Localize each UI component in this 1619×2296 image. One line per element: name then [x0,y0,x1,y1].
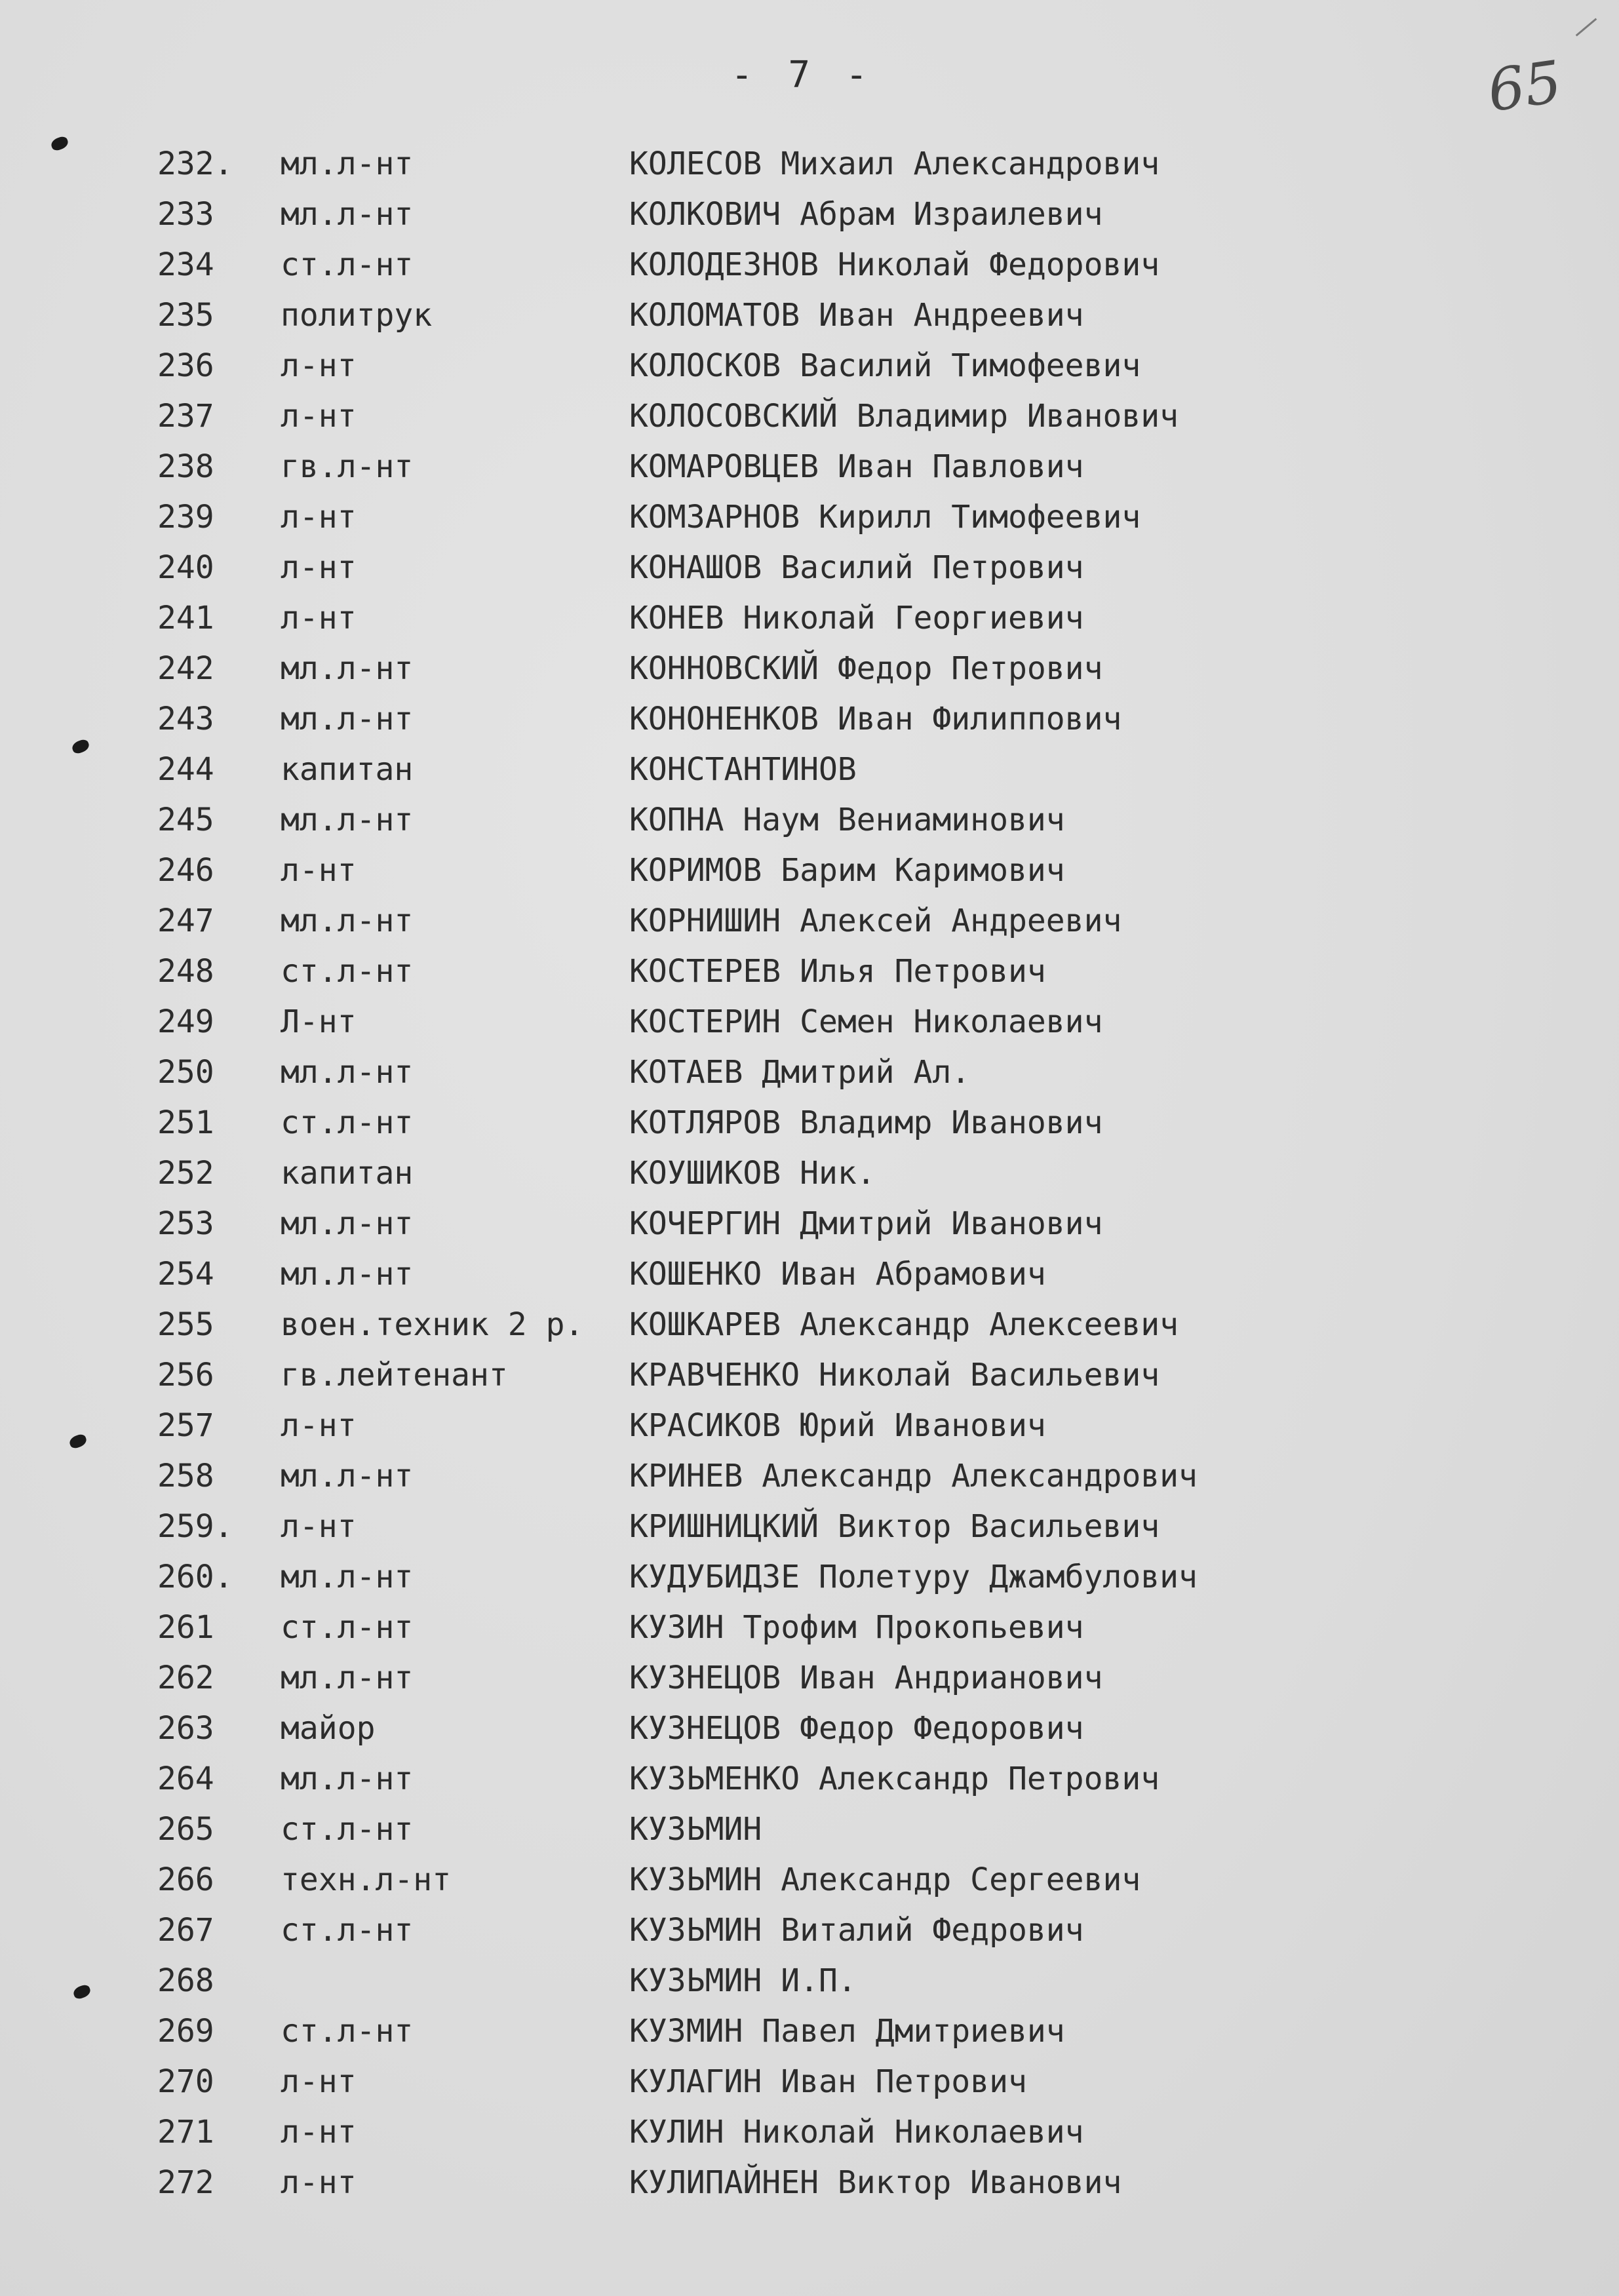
list-item [0,1653,1619,1703]
entry-rank: ст.л-нт [281,953,414,990]
list-item [0,946,1619,997]
list-item [0,139,1619,189]
entry-number: 249 [157,1003,214,1040]
entry-rank: мл.л-нт [281,1205,414,1242]
list-item [0,189,1619,240]
entry-name: КУЗИН Трофим Прокопьевич [629,1609,1084,1646]
entry-name: КОРИМОВ Барим Каримович [629,852,1065,889]
entry-number: 269 [157,2013,214,2050]
entry-rank: мл.л-нт [281,1054,414,1091]
entry-name: КОНСТАНТИНОВ [629,751,857,788]
entry-rank: гв.л-нт [281,448,414,485]
entry-name: КРАВЧЕНКО Николай Васильевич [629,1357,1160,1393]
entry-number: 266 [157,1861,214,1898]
list-item [0,2006,1619,2057]
entry-number: 238 [157,448,214,485]
entry-rank: мл.л-нт [281,701,414,737]
entry-number: 253 [157,1205,214,1242]
entry-rank: л-нт [281,499,357,535]
list-item [0,1249,1619,1300]
list-item [0,1905,1619,1956]
entry-rank: мл.л-нт [281,1458,414,1494]
entry-number: 248 [157,953,214,990]
entry-number: 256 [157,1357,214,1393]
entry-rank: л-нт [281,2164,357,2201]
entry-name: КОЛОДЕЗНОВ Николай Федорович [629,246,1160,283]
list-item [0,896,1619,946]
entry-rank: л-нт [281,2114,357,2150]
list-item [0,997,1619,1047]
list-item [0,1956,1619,2006]
entry-name: КОМАРОВЦЕВ Иван Павлович [629,448,1084,485]
entry-rank: техн.л-нт [281,1861,452,1898]
entry-number: 260. [157,1559,233,1595]
list-item [0,1148,1619,1199]
entry-rank: л-нт [281,549,357,586]
entry-name: КОЛОСОВСКИЙ Владимир Иванович [629,398,1179,435]
entry-rank: мл.л-нт [281,903,414,939]
entry-number: 241 [157,600,214,636]
entry-rank: гв.лейтенант [281,1357,508,1393]
entry-name: КОСТЕРИН Семен Николаевич [629,1003,1103,1040]
list-item [0,290,1619,341]
list-item [0,644,1619,694]
entry-number: 270 [157,2063,214,2100]
list-item [0,846,1619,896]
entry-number: 246 [157,852,214,889]
personnel-list [0,139,1619,2208]
entry-name: КУЗЬМИН Александр Сергеевич [629,1861,1141,1898]
entry-rank: мл.л-нт [281,1256,414,1293]
list-item [0,1603,1619,1653]
entry-number: 250 [157,1054,214,1091]
entry-rank: л-нт [281,1407,357,1444]
page-number: - 7 - [731,54,874,96]
entry-rank: мл.л-нт [281,146,414,182]
entry-name: КРИНЕВ Александр Александрович [629,1458,1198,1494]
entry-name: КОЛОСКОВ Василий Тимофеевич [629,347,1141,384]
entry-name: КОТЛЯРОВ Владимр Иванович [629,1104,1103,1141]
entry-name: КОШЕНКО Иван Абрамович [629,1256,1046,1293]
list-item [0,1098,1619,1148]
entry-rank: л-нт [281,1508,357,1545]
list-item [0,2158,1619,2208]
entry-rank: ст.л-нт [281,1912,414,1949]
list-item [0,1703,1619,1754]
entry-number: 237 [157,398,214,435]
entry-number: 261 [157,1609,214,1646]
list-item [0,2057,1619,2107]
entry-name: КОНЕВ Николай Георгиевич [629,600,1084,636]
entry-name: КУЗМИН Павел Дмитриевич [629,2013,1065,2050]
entry-number: 267 [157,1912,214,1949]
entry-number: 264 [157,1761,214,1797]
entry-rank: ст.л-нт [281,1104,414,1141]
entry-name: КОЧЕРГИН Дмитрий Иванович [629,1205,1103,1242]
entry-rank: л-нт [281,600,357,636]
entry-number: 235 [157,297,214,334]
entry-number: 247 [157,903,214,939]
list-item [0,1502,1619,1552]
list-item [0,1855,1619,1905]
entry-name: КОУШИКОВ Ник. [629,1155,876,1192]
list-item [0,1300,1619,1350]
entry-name: КОЛКОВИЧ Абрам Израилевич [629,196,1103,233]
entry-name: КУЗНЕЦОВ Иван Андрианович [629,1660,1103,1696]
entry-name: КУДУБИДЗЕ Полетуру Джамбулович [629,1559,1198,1595]
list-item [0,442,1619,492]
list-item [0,795,1619,846]
entry-rank: Л-нт [281,1003,357,1040]
entry-number: 245 [157,802,214,838]
entry-name: КОНОНЕНКОВ Иван Филиппович [629,701,1122,737]
entry-number: 257 [157,1407,214,1444]
list-item [0,543,1619,593]
list-item [0,492,1619,543]
entry-rank: политрук [281,297,433,334]
entry-number: 252 [157,1155,214,1192]
entry-number: 263 [157,1710,214,1747]
entry-rank: мл.л-нт [281,802,414,838]
entry-name: КРАСИКОВ Юрий Иванович [629,1407,1046,1444]
pencil-stroke [1576,18,1597,36]
list-item [0,694,1619,745]
entry-number: 240 [157,549,214,586]
entry-rank: капитан [281,751,414,788]
archive-handwritten-mark: 65 [1483,47,1566,125]
entry-number: 244 [157,751,214,788]
list-item [0,1350,1619,1401]
entry-rank: воен.техник 2 р. [281,1306,584,1343]
entry-name: КОРНИШИН Алексей Андреевич [629,903,1122,939]
entry-name: КОСТЕРЕВ Илья Петрович [629,953,1046,990]
list-item [0,593,1619,644]
entry-name: КУЗЬМИН И.П. [629,1962,857,1999]
entry-name: КУЗНЕЦОВ Федор Федорович [629,1710,1084,1747]
entry-rank: капитан [281,1155,414,1192]
list-item [0,240,1619,290]
entry-name: КУЗЬМЕНКО Александр Петрович [629,1761,1160,1797]
entry-name: КОТАЕВ Дмитрий Ал. [629,1054,971,1091]
entry-number: 259. [157,1508,233,1545]
entry-number: 271 [157,2114,214,2150]
list-item [0,1451,1619,1502]
entry-rank: ст.л-нт [281,2013,414,2050]
entry-name: КОЛЕСОВ Михаил Александрович [629,146,1160,182]
entry-number: 234 [157,246,214,283]
entry-rank: майор [281,1710,376,1747]
entry-name: КУЗЬМИН [629,1811,762,1848]
list-item [0,341,1619,391]
list-item [0,2107,1619,2158]
entry-name: КОШКАРЕВ Александр Алексеевич [629,1306,1179,1343]
entry-name: КУЗЬМИН Виталий Федрович [629,1912,1084,1949]
entry-rank: мл.л-нт [281,1559,414,1595]
list-item [0,1804,1619,1855]
entry-number: 268 [157,1962,214,1999]
entry-number: 251 [157,1104,214,1141]
entry-name: КРИШНИЦКИЙ Виктор Васильевич [629,1508,1160,1545]
entry-rank: л-нт [281,2063,357,2100]
entry-rank: ст.л-нт [281,1609,414,1646]
entry-number: 232. [157,146,233,182]
list-item [0,1199,1619,1249]
list-item [0,1047,1619,1098]
entry-number: 272 [157,2164,214,2201]
list-item [0,391,1619,442]
entry-rank: мл.л-нт [281,1660,414,1696]
entry-name: КОПНА Наум Вениаминович [629,802,1065,838]
list-item [0,745,1619,795]
entry-rank: л-нт [281,852,357,889]
entry-name: КОННОВСКИЙ Федор Петрович [629,650,1103,687]
list-item [0,1401,1619,1451]
entry-number: 258 [157,1458,214,1494]
entry-number: 243 [157,701,214,737]
entry-number: 236 [157,347,214,384]
entry-name: КОЛОМАТОВ Иван Андреевич [629,297,1084,334]
entry-rank: л-нт [281,398,357,435]
entry-rank: мл.л-нт [281,650,414,687]
entry-rank: ст.л-нт [281,1811,414,1848]
entry-number: 242 [157,650,214,687]
entry-rank: мл.л-нт [281,1761,414,1797]
entry-name: КУЛИН Николай Николаевич [629,2114,1084,2150]
entry-rank: ст.л-нт [281,246,414,283]
entry-name: КОМЗАРНОВ Кирилл Тимофеевич [629,499,1141,535]
entry-rank: л-нт [281,347,357,384]
entry-number: 239 [157,499,214,535]
entry-number: 262 [157,1660,214,1696]
entry-name: КУЛАГИН Иван Петрович [629,2063,1027,2100]
entry-number: 265 [157,1811,214,1848]
entry-number: 255 [157,1306,214,1343]
entry-name: КОНАШОВ Василий Петрович [629,549,1084,586]
list-item [0,1754,1619,1804]
entry-rank: мл.л-нт [281,196,414,233]
entry-number: 254 [157,1256,214,1293]
entry-name: КУЛИПАЙНЕН Виктор Иванович [629,2164,1122,2201]
list-item [0,1552,1619,1603]
entry-number: 233 [157,196,214,233]
